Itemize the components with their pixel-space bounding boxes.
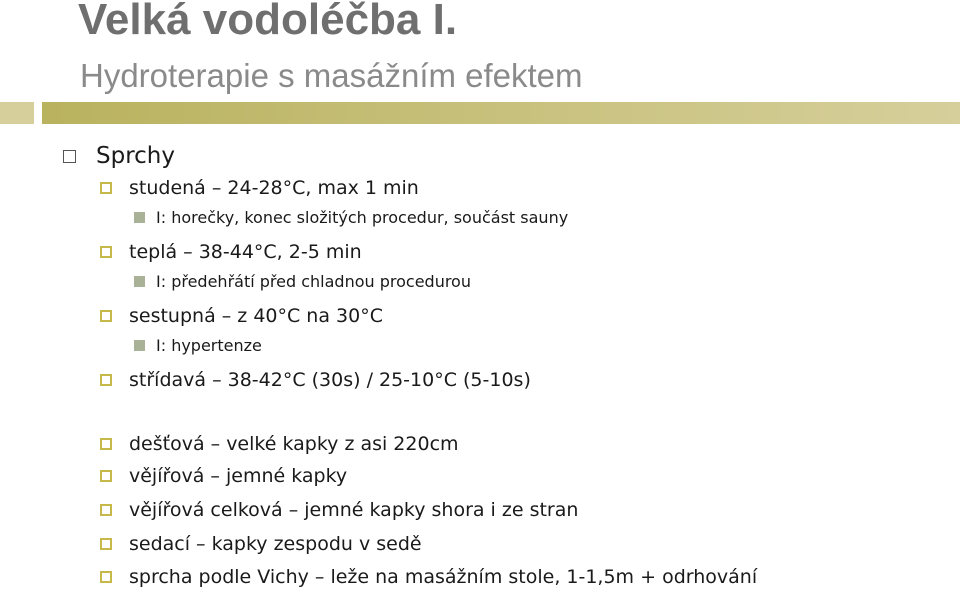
bullet-item-level-2 xyxy=(129,432,459,456)
framed-square-icon xyxy=(100,438,112,450)
bullet-text: střídavá – 38-42°C (30s) / 25-10°C (5-10s) xyxy=(129,369,531,391)
bullet-item-level-3 xyxy=(156,272,471,292)
slide-subtitle: Hydroterapie s masážním efektem xyxy=(80,57,583,94)
bullet-item-level-2 xyxy=(129,464,347,488)
framed-square-icon xyxy=(100,182,112,194)
header-bar-left xyxy=(0,102,34,124)
bullet-text: sedací – kapky zespodu v sedě xyxy=(129,533,422,555)
bullet-item-level-2 xyxy=(129,176,419,200)
header-bar-main xyxy=(42,102,960,124)
bullet-text: I: horečky, konec složitých procedur, součást sauny xyxy=(156,208,569,227)
bullet-text: I: předehřátí před chladnou procedurou xyxy=(156,272,471,291)
framed-square-icon xyxy=(100,470,112,482)
bullet-item-level-2 xyxy=(129,240,362,264)
bullet-item-level-2 xyxy=(129,532,422,556)
framed-square-icon xyxy=(100,310,112,322)
bullet-text: studená – 24-28°C, max 1 min xyxy=(129,177,419,199)
bullet-item-level-2 xyxy=(129,565,757,589)
bullet-item-level-3 xyxy=(156,208,568,228)
hollow-square-icon xyxy=(63,150,76,163)
framed-square-icon xyxy=(100,571,112,583)
framed-square-icon xyxy=(100,374,112,386)
framed-square-icon xyxy=(100,246,112,258)
bullet-item-level-3 xyxy=(156,336,262,356)
bullet-item-level-2 xyxy=(129,498,578,522)
bullet-text: teplá – 38-44°C, 2-5 min xyxy=(129,241,362,263)
bullet-text: Sprchy xyxy=(96,143,175,169)
framed-square-icon xyxy=(100,538,112,550)
framed-square-icon xyxy=(100,504,112,516)
bullet-text: I: hypertenze xyxy=(156,336,262,355)
filled-square-icon xyxy=(134,212,145,223)
filled-square-icon xyxy=(134,340,145,351)
bullet-text: sprcha podle Vichy – leže na masážním stole, 1-1,5m + odrhování xyxy=(129,566,758,588)
bullet-text: dešťová – velké kapky z asi 220cm xyxy=(129,433,459,455)
bullet-item-level-1 xyxy=(96,142,175,170)
bullet-item-level-2 xyxy=(129,368,531,392)
bullet-item-level-2 xyxy=(129,304,383,328)
bullet-text: sestupná – z 40°C na 30°C xyxy=(129,305,383,327)
slide-title: Velká vodoléčba I. xyxy=(78,0,458,44)
bullet-text: vějířová – jemné kapky xyxy=(129,465,348,487)
filled-square-icon xyxy=(134,276,145,287)
bullet-text: vějířová celková – jemné kapky shora i ze stran xyxy=(129,499,579,521)
